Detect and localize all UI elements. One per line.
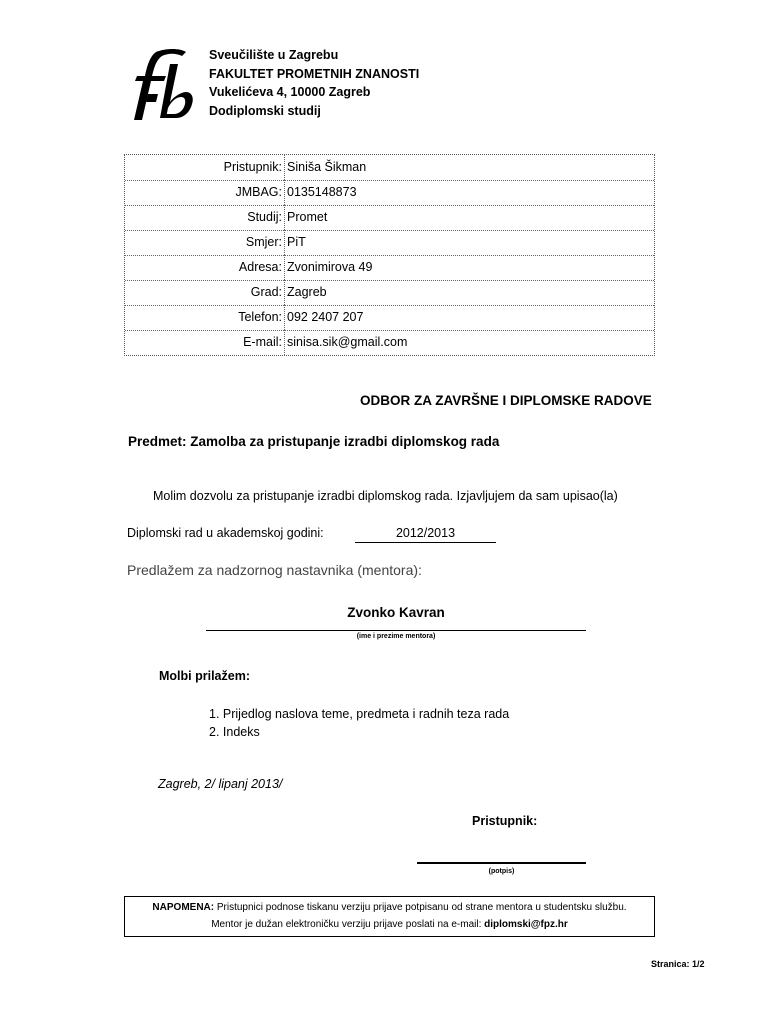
row-value: Zvonimirova 49 — [287, 260, 373, 274]
table-row — [125, 305, 654, 331]
table-row — [125, 230, 654, 256]
row-value: 092 2407 207 — [287, 310, 364, 324]
list-item: 1. Prijedlog naslova teme, predmeta i radnih teza rada — [209, 707, 510, 721]
row-label: E-mail: — [243, 335, 282, 349]
applicant-info-table — [124, 154, 655, 356]
institution-line: Dodiplomski studij — [209, 103, 321, 118]
faculty-logo — [126, 46, 196, 122]
institution-block — [209, 46, 419, 120]
attachments-list — [209, 705, 509, 741]
year-label: Diplomski rad u akademskoj godini: — [127, 526, 324, 540]
table-row — [125, 155, 654, 181]
row-label: Grad: — [250, 285, 282, 299]
note-line-2 — [125, 919, 654, 930]
row-value: PiT — [287, 235, 306, 249]
table-row — [125, 280, 654, 306]
mentor-prompt: Predlažem za nadzornog nastavnika (mentora): — [127, 562, 422, 578]
row-value: Siniša Šikman — [287, 160, 367, 174]
mentor-caption: (ime i prezime mentora) — [356, 633, 436, 640]
row-label: JMBAG: — [235, 185, 282, 199]
row-label: Telefon: — [238, 310, 282, 324]
signature-caption: (potpis) — [488, 868, 515, 875]
table-row — [125, 205, 654, 231]
row-value: Promet — [287, 210, 328, 224]
table-row — [125, 330, 654, 355]
institution-line: FAKULTET PROMETNIH ZNANOSTI — [209, 66, 420, 81]
row-label: Pristupnik: — [223, 160, 282, 174]
signature-label: Pristupnik: — [472, 814, 538, 828]
note-text: Mentor je dužan elektroničku verziju prijave poslati na e-mail: — [211, 919, 485, 930]
row-value: sinisa.sik@gmail.com — [287, 335, 408, 349]
row-value: Zagreb — [287, 285, 327, 299]
mentor-underline — [206, 630, 586, 631]
note-text: Pristupnici podnose tiskanu verziju prijave potpisanu od strane mentora u studentsku službu. — [214, 902, 627, 913]
page-number: Stranica: 1/2 — [651, 959, 705, 969]
recipient-heading: ODBOR ZA ZAVRŠNE I DIPLOMSKE RADOVE — [360, 393, 652, 408]
row-label: Studij: — [247, 210, 282, 224]
date-line: Zagreb, 2/ lipanj 2013/ — [158, 777, 283, 791]
note-prefix: NAPOMENA: — [152, 902, 215, 913]
signature-line — [417, 862, 586, 864]
institution-line: Vukelićeva 4, 10000 Zagreb — [209, 85, 371, 100]
row-label: Smjer: — [245, 235, 282, 249]
row-label: Adresa: — [238, 260, 282, 274]
subject-heading: Predmet: Zamolba za pristupanje izradbi diplomskog rada — [128, 434, 500, 449]
table-row — [125, 180, 654, 206]
fpz-logo-icon — [126, 46, 196, 122]
institution-line: Sveučilište u Zagrebu — [209, 48, 339, 62]
table-row — [125, 255, 654, 281]
attachments-title: Molbi prilažem: — [159, 669, 250, 683]
mentor-name: Zvonko Kavran — [347, 605, 445, 620]
list-item: 2. Indeks — [209, 725, 260, 739]
note-line-1 — [125, 902, 654, 913]
note-box — [124, 896, 655, 937]
year-field: 2012/2013 — [355, 526, 496, 543]
request-text: Molim dozvolu za pristupanje izradbi diplomskog rada. Izjavljujem da sam upisao(la) — [153, 489, 618, 503]
row-value: 0135148873 — [287, 185, 357, 199]
note-email: diplomski@fpz.hr — [484, 919, 568, 930]
